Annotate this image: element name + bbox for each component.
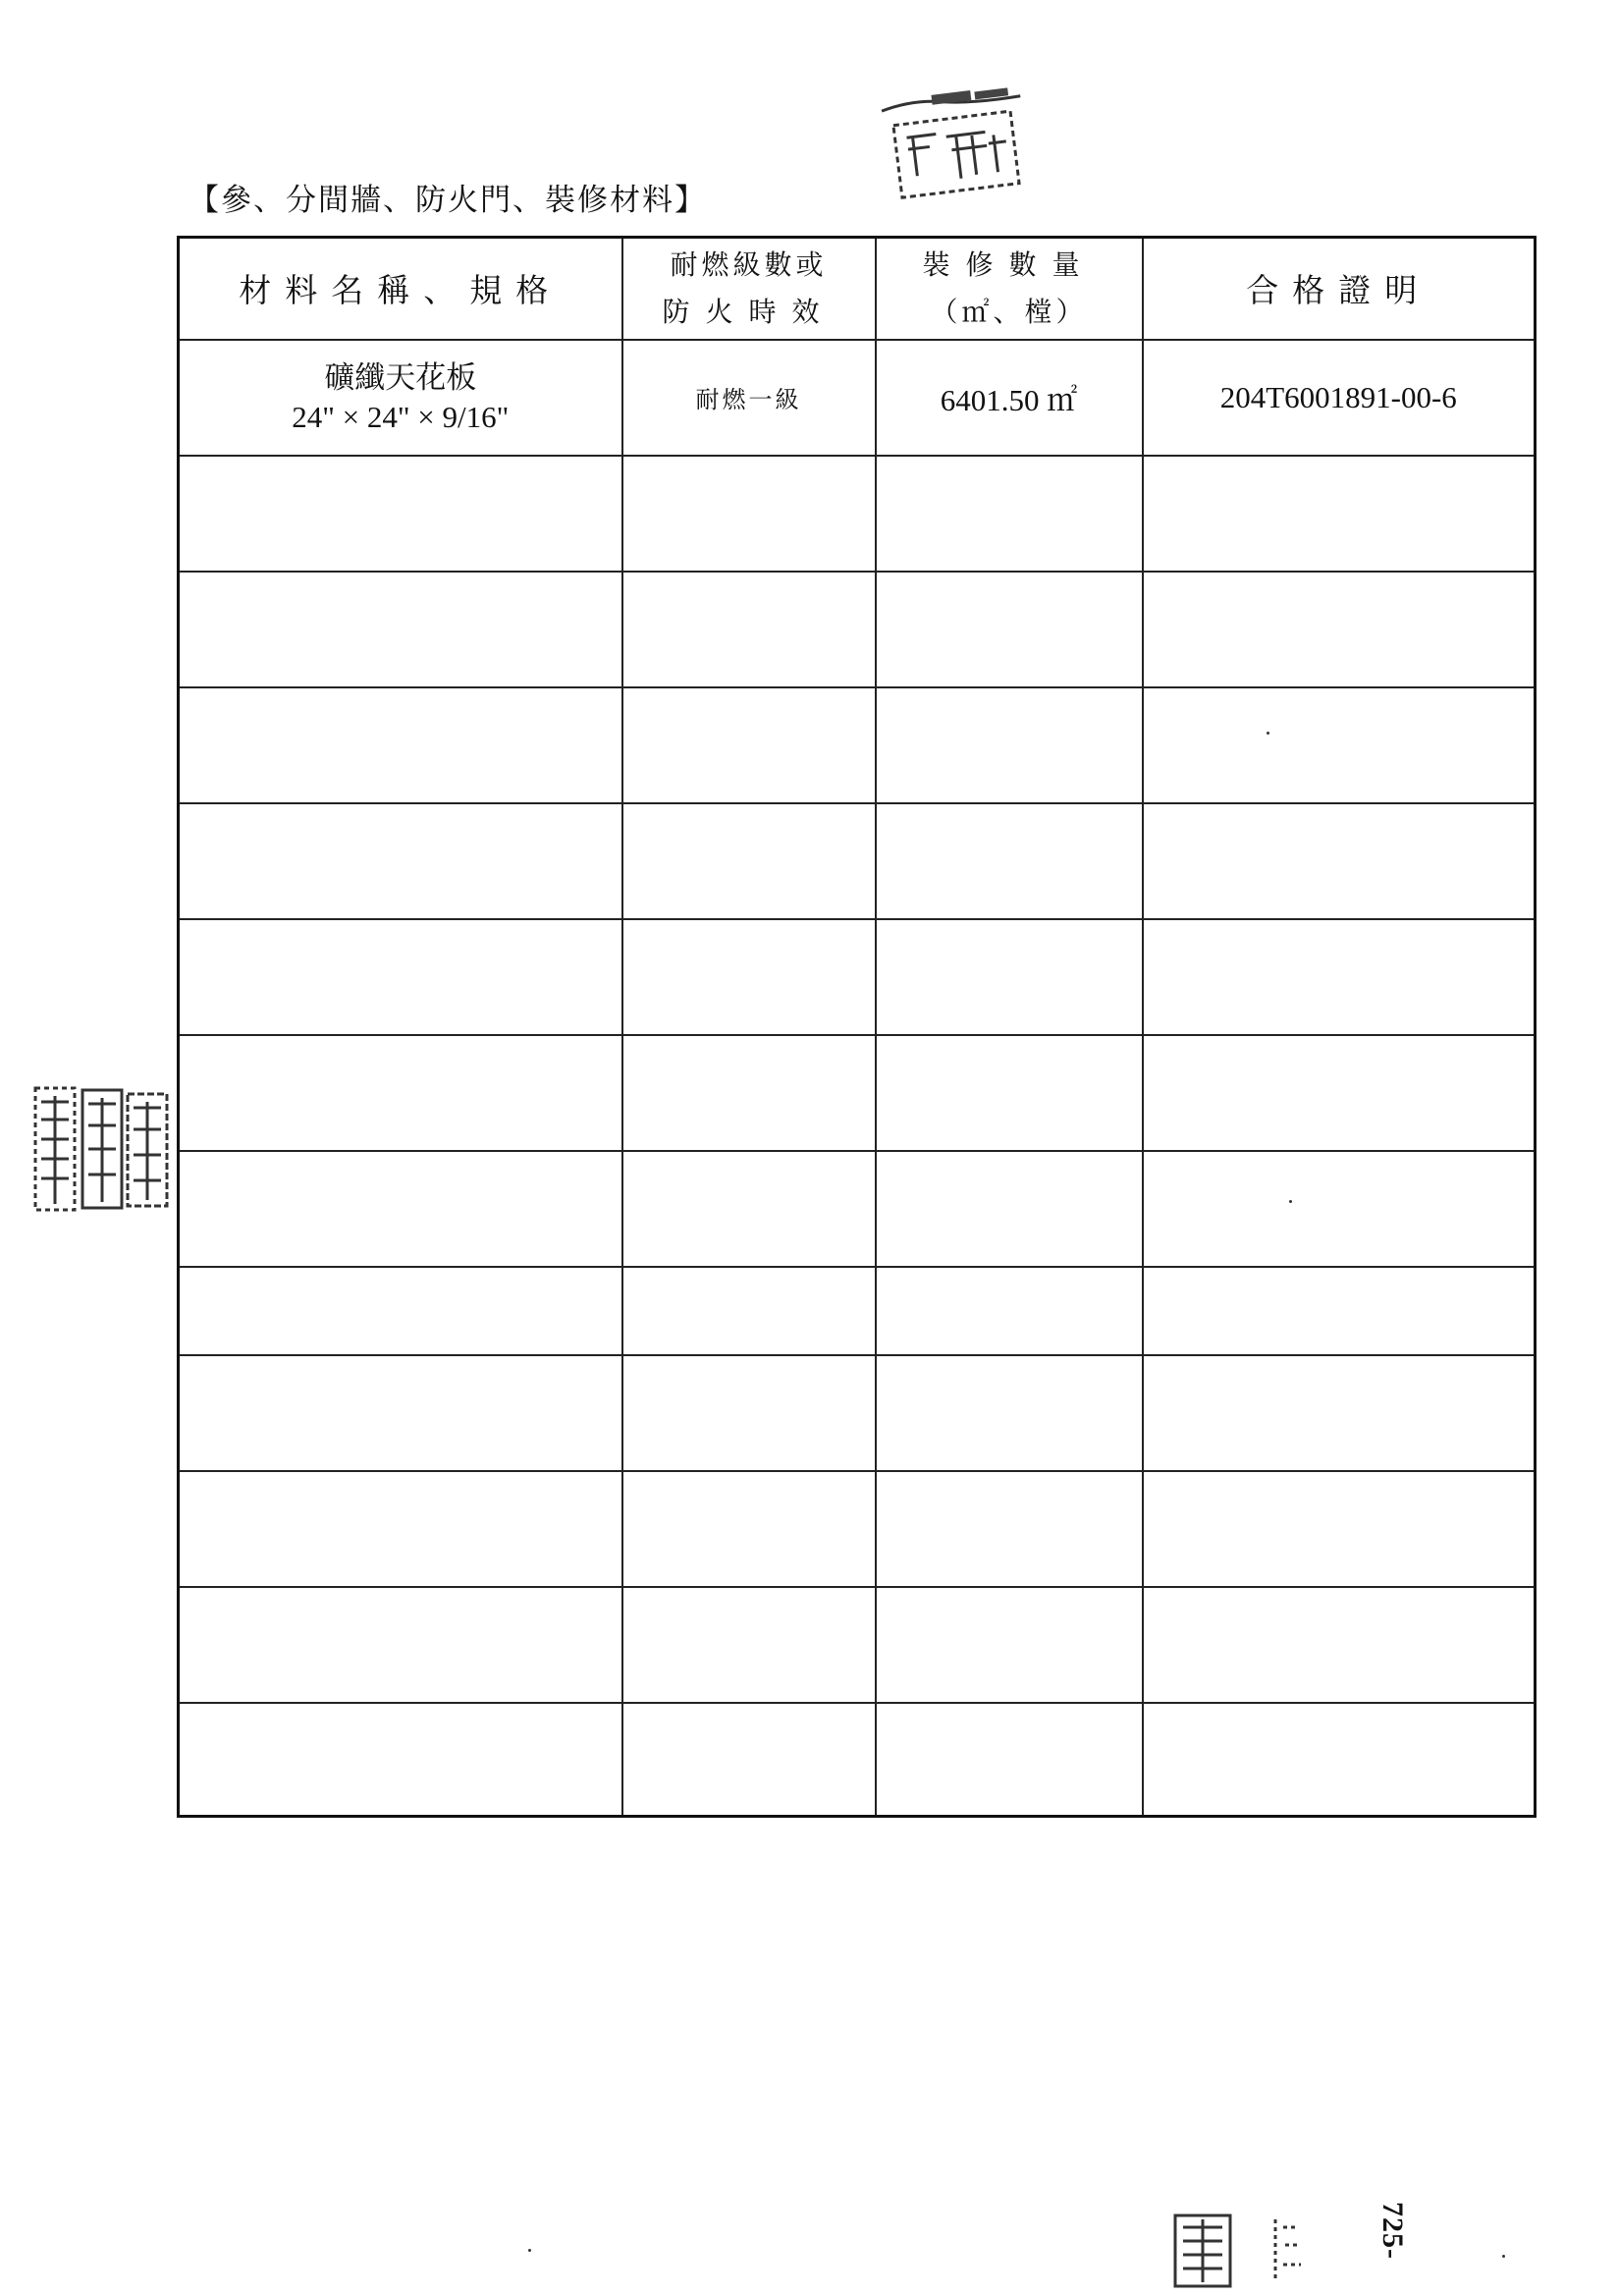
finishing-materials-table (177, 236, 1537, 1818)
empty-cell (179, 1151, 622, 1267)
empty-cell (876, 1267, 1143, 1355)
empty-cell (179, 803, 622, 919)
header-quantity (876, 238, 1143, 340)
empty-cell (622, 1035, 876, 1151)
empty-cell (179, 456, 622, 572)
empty-cell (876, 687, 1143, 803)
empty-cell (1143, 1471, 1536, 1587)
empty-cell (622, 1267, 876, 1355)
empty-cell (622, 687, 876, 803)
empty-cell (876, 919, 1143, 1035)
header-certificate: 合格證明 (1143, 238, 1536, 340)
header-fire-rating-line1: 耐燃級數或 (670, 247, 828, 281)
empty-cell (876, 1151, 1143, 1267)
table-row-empty (179, 1267, 1536, 1355)
empty-cell (622, 572, 876, 687)
empty-cell (622, 919, 876, 1035)
empty-cell (179, 572, 622, 687)
empty-cell (179, 1035, 622, 1151)
seal-stamp-bottom (1173, 2200, 1429, 2290)
speck (1267, 732, 1269, 735)
empty-cell (876, 803, 1143, 919)
seal-stamp-bottom-marks (1173, 2200, 1370, 2290)
empty-cell (622, 456, 876, 572)
header-row (179, 238, 1536, 340)
speck (528, 2249, 531, 2252)
header-fire-rating-line2: 防火時效 (662, 295, 836, 328)
empty-cell (1143, 803, 1536, 919)
empty-cell (179, 1587, 622, 1703)
empty-cell (1143, 1587, 1536, 1703)
empty-cell (1143, 1151, 1536, 1267)
empty-cell (179, 919, 622, 1035)
table-row-empty (179, 1355, 1536, 1471)
empty-cell (876, 572, 1143, 687)
table-row (179, 340, 1536, 456)
empty-cell (179, 1703, 622, 1817)
header-material-name: 材料名稱、規格 (179, 238, 622, 340)
table-row-empty (179, 572, 1536, 687)
speck (1502, 2255, 1505, 2258)
empty-cell (622, 1471, 876, 1587)
table-row-empty (179, 1703, 1536, 1817)
empty-cell (1143, 1267, 1536, 1355)
table-row-empty (179, 456, 1536, 572)
material-name-cell (179, 340, 622, 456)
certificate-cell: 204T6001891-00-6 (1143, 340, 1536, 456)
table-row-empty (179, 803, 1536, 919)
fire-rating-cell: 耐燃一級 (622, 340, 876, 456)
empty-cell (876, 1703, 1143, 1817)
speck (1289, 1200, 1292, 1203)
empty-cell (622, 1703, 876, 1817)
table-row-empty (179, 1471, 1536, 1587)
empty-cell (622, 1355, 876, 1471)
empty-cell (876, 456, 1143, 572)
empty-cell (179, 1471, 622, 1587)
empty-cell (1143, 1035, 1536, 1151)
material-spec: 24" × 24" × 9/16" (292, 399, 510, 434)
material-name: 礦纖天花板 (324, 359, 477, 396)
header-fire-rating (622, 238, 876, 340)
empty-cell (1143, 919, 1536, 1035)
quantity-cell: 6401.50 ㎡ (876, 340, 1143, 456)
table-row-empty (179, 919, 1536, 1035)
header-quantity-line2: （㎡、樘） (930, 295, 1088, 328)
empty-cell (1143, 1703, 1536, 1817)
empty-cell (1143, 572, 1536, 687)
empty-cell (622, 1587, 876, 1703)
empty-cell (179, 1355, 622, 1471)
empty-cell (876, 1471, 1143, 1587)
empty-cell (876, 1035, 1143, 1151)
header-quantity-line1: 裝修數量 (922, 247, 1096, 281)
stamp-number: 725- (1376, 2202, 1409, 2260)
empty-cell (876, 1587, 1143, 1703)
empty-cell (1143, 1355, 1536, 1471)
seal-stamp-left (29, 1080, 177, 1218)
table-row-empty (179, 1151, 1536, 1267)
empty-cell (622, 1151, 876, 1267)
empty-cell (876, 1355, 1143, 1471)
table-row-empty (179, 1587, 1536, 1703)
empty-cell (622, 803, 876, 919)
table-row-empty (179, 687, 1536, 803)
empty-cell (179, 1267, 622, 1355)
section-title: 【參、分間牆、防火門、裝修材料】 (189, 183, 707, 218)
table-row-empty (179, 1035, 1536, 1151)
empty-cell (1143, 687, 1536, 803)
empty-cell (179, 687, 622, 803)
seal-stamp-top (872, 80, 1042, 214)
empty-cell (1143, 456, 1536, 572)
